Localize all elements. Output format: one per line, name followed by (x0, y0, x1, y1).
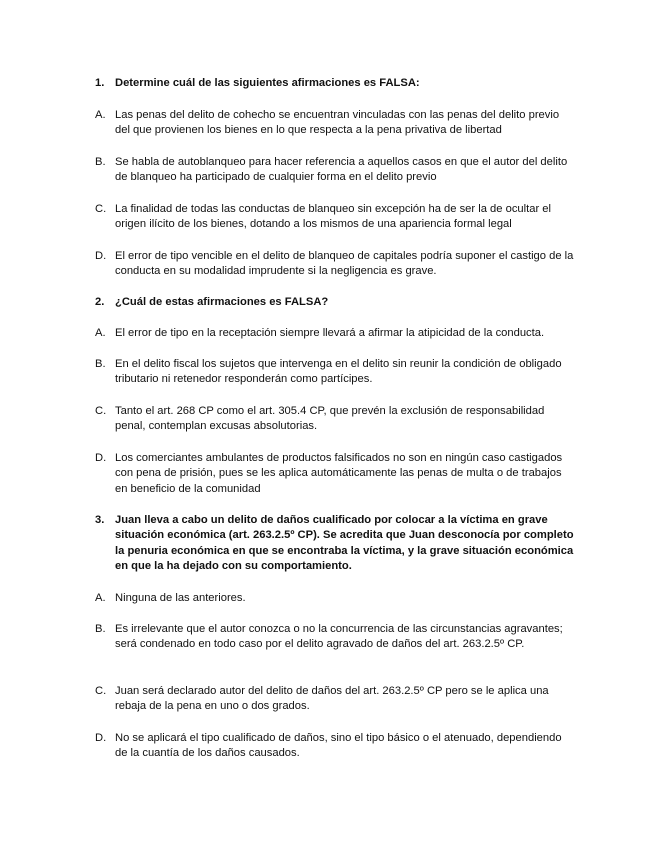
option-letter: A. (95, 327, 106, 339)
option-text: Ninguna de las anteriores. (115, 592, 246, 604)
question-1 (96, 76, 577, 91)
question-number: 2. (95, 296, 105, 308)
question-number: 1. (95, 77, 105, 89)
question-3-option-c (96, 684, 577, 715)
option-text: No se aplicará el tipo cualificado de daños, sino el tipo básico o el atenuado, dependiendo de la cuantía de los daños causados. (115, 732, 562, 760)
option-text: El error de tipo en la receptación siempre llevará a afirmar la atipicidad de la conducta. (115, 327, 545, 339)
option-text: Tanto el art. 268 CP como el art. 305.4 CP, que prevén la exclusión de responsabilidad penal, contemplan excusas absolutorias. (115, 405, 545, 433)
option-letter: D. (95, 732, 107, 744)
question-text: Determine cuál de las siguientes afirmaciones es FALSA: (115, 77, 420, 89)
question-text: ¿Cuál de estas afirmaciones es FALSA? (115, 296, 329, 308)
question-3-option-b (96, 622, 577, 653)
question-2-option-d (96, 451, 577, 497)
question-2-option-c (96, 404, 577, 435)
option-text: Las penas del delito de cohecho se encuentran vinculadas con las penas del delito previo del que provienen los bienes en lo que respecta a la pena privativa de libertad (115, 109, 560, 137)
option-letter: B. (95, 358, 106, 370)
question-3 (96, 513, 577, 575)
option-letter: A. (95, 109, 106, 121)
option-text: En el delito fiscal los sujetos que intervenga en el delito sin reunir la condición de obligado tributario ni retenedor responderán como partícipes. (115, 358, 562, 386)
option-text: Es irrelevante que el autor conozca o no la concurrencia de las circunstancias agravantes; será condenado en todo caso por el delito agravado de daños del art. 263.2.5º CP. (115, 623, 563, 651)
question-number: 3. (95, 514, 105, 526)
question-3-option-a (96, 591, 577, 606)
option-letter: A. (95, 592, 106, 604)
question-1-option-c (96, 202, 577, 233)
option-letter: B. (95, 623, 106, 635)
question-2-option-b (96, 357, 577, 388)
option-letter: B. (95, 156, 106, 168)
question-text: Juan lleva a cabo un delito de daños cualificado por colocar a la víctima en grave situación económica (art. 263.2.5º CP). Se acredita que Juan desconocía por completo la penuria económica en que se encontraba la víctima, y la grave situación económica en que la ha dejado con su comportamiento. (115, 514, 574, 573)
question-3-option-d (96, 731, 577, 762)
question-2-option-a (96, 326, 577, 341)
question-2 (96, 295, 577, 310)
option-text: El error de tipo vencible en el delito de blanqueo de capitales podría suponer el castigo de la conducta en su modalidad imprudente si la negligencia es grave. (115, 250, 574, 278)
option-letter: C. (95, 203, 107, 215)
option-letter: D. (95, 452, 107, 464)
option-letter: C. (95, 685, 107, 697)
option-text: Los comerciantes ambulantes de productos falsificados no son en ningún caso castigados con pena de prisión, pues se les aplica automáticamente las penas de multa o de trabajos en beneficio de la comunidad (115, 452, 563, 495)
question-1-option-a (96, 108, 577, 139)
option-text: La finalidad de todas las conductas de blanqueo sin excepción ha de ser la de ocultar el origen ilícito de los bienes, dotando a los mismos de una apariencia formal legal (115, 203, 551, 231)
question-1-option-b (96, 155, 577, 186)
option-text: Se habla de autoblanqueo para hacer referencia a aquellos casos en que el autor del delito de blanqueo ha participado de cualquier forma en el delito previo (115, 156, 568, 184)
option-letter: C. (95, 405, 107, 417)
option-letter: D. (95, 250, 107, 262)
question-1-option-d (96, 249, 577, 280)
option-text: Juan será declarado autor del delito de daños del art. 263.2.5º CP pero se le aplica una rebaja de la pena en uno o dos grados. (115, 685, 549, 713)
